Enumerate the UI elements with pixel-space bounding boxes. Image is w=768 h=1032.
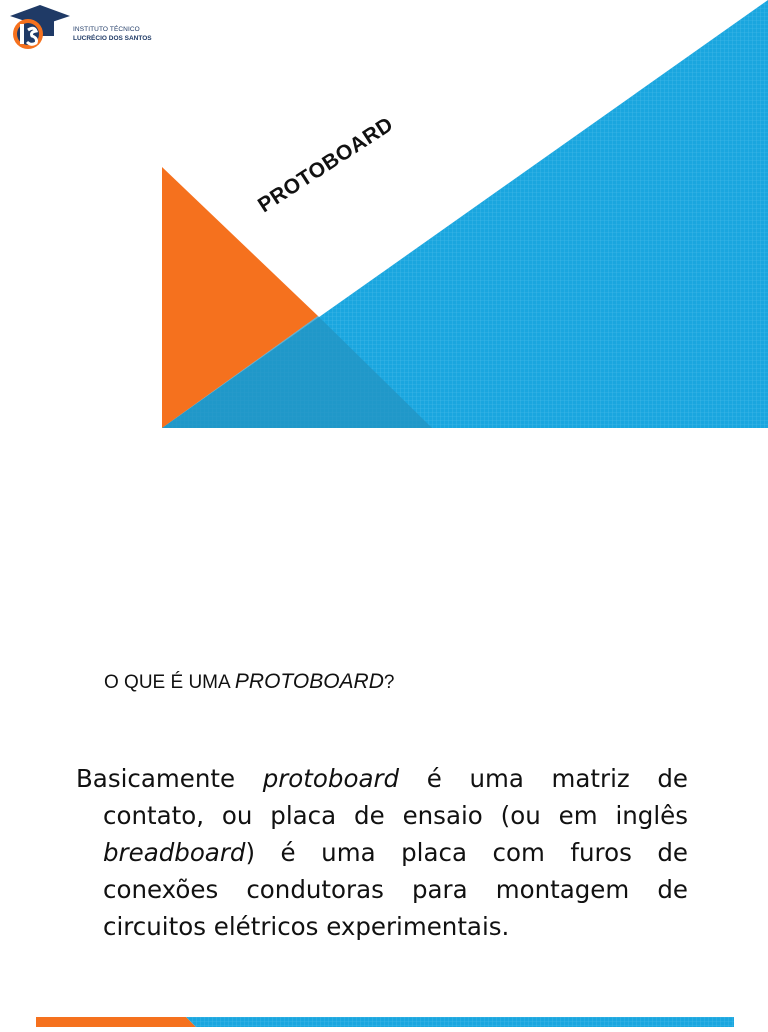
paragraph-emphasis-2: breadboard — [103, 838, 246, 867]
logo-line-1: INSTITUTO TÉCNICO — [73, 26, 140, 33]
body-paragraph — [76, 760, 688, 945]
hero-title: PROTOBOARD — [253, 112, 398, 218]
paragraph-part-2: é uma matriz de contato, ou placa de ensaio (ou em inglês — [103, 764, 689, 830]
heading-emphasis: PROTOBOARD — [234, 670, 384, 693]
footer-stripe — [36, 1017, 734, 1027]
paragraph-part-1: Basicamente — [76, 764, 263, 793]
footer-orange-segment — [36, 1017, 196, 1027]
paragraph-emphasis-1: protoboard — [262, 764, 400, 793]
logo-line-2: LUCRÉCIO DOS SANTOS — [73, 35, 152, 42]
heading-suffix: ? — [383, 672, 395, 693]
hero-shapes — [0, 0, 768, 440]
paragraph-part-3: ) é uma placa com furos de conexões condutoras para montagem de circuitos elétricos experimentais. — [103, 838, 688, 941]
heading-prefix: O QUE É UMA — [104, 672, 235, 693]
hero-graphic — [0, 0, 768, 440]
footer-bar — [36, 1014, 734, 1024]
section-heading — [104, 670, 394, 694]
footer-blue-segment — [186, 1017, 734, 1027]
